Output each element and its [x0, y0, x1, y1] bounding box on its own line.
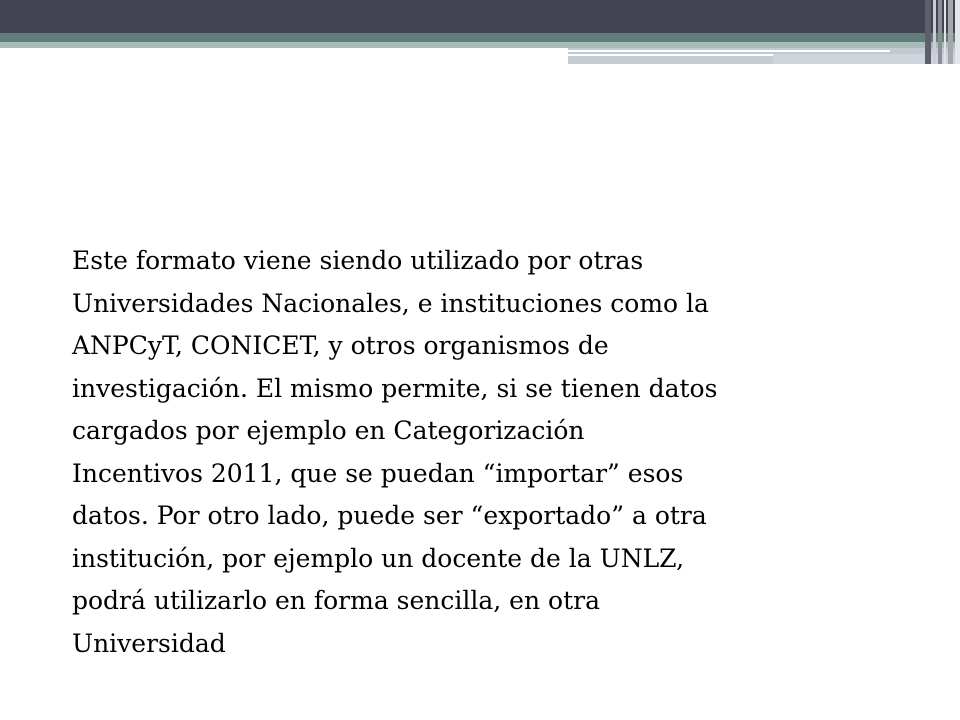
body-line: Incentivos 2011, que se puedan “importar” esos — [72, 458, 684, 488]
body-line: cargados por ejemplo en Categorización — [72, 416, 585, 445]
corner-stripe — [955, 0, 960, 64]
body-line: datos. Por otro lado, puede ser “exportado” a otra — [72, 501, 707, 530]
body-line: investigación. El mismo permite, si se tienen datos — [72, 373, 718, 403]
corner-stripe — [933, 0, 936, 64]
body-line: Este formato viene siendo utilizado por otras — [72, 246, 644, 275]
header-band-dark — [0, 0, 960, 33]
slide-body-text — [72, 240, 812, 665]
corner-stripe — [925, 0, 931, 64]
header-accent-bar-right — [773, 54, 960, 64]
corner-stripe — [948, 0, 953, 64]
header-accent-bar-short — [568, 56, 773, 64]
body-line: Universidades Nacionales, e instituciones como la — [72, 288, 709, 318]
body-line: ANPCyT, CONICET, y otros organismos de — [72, 331, 609, 360]
header-band-teal — [0, 33, 960, 42]
body-line: institución, por ejemplo un docente de la UNLZ, — [72, 543, 685, 573]
corner-stripe — [944, 0, 946, 64]
header-accent-line — [568, 50, 890, 52]
corner-stripe — [938, 0, 942, 64]
body-line: Universidad — [72, 628, 226, 658]
body-line: podrá utilizarlo en forma sencilla, en otra — [72, 586, 600, 615]
